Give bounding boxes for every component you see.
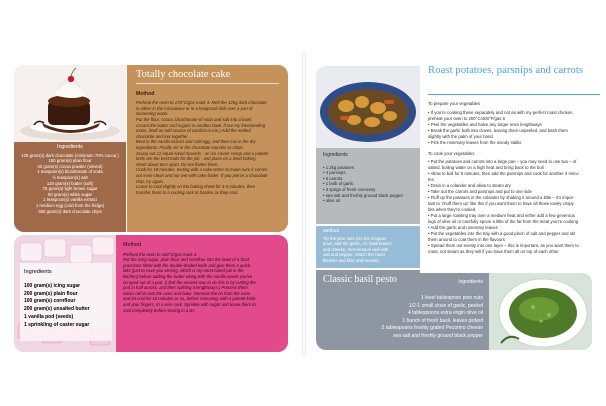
method-line: Preheat the oven to 160°C/gas mark 3.: [123, 251, 198, 257]
list-item: 100 gram(s) icing sugar: [24, 283, 81, 289]
potatoes-ingredients-heading: Ingredients: [323, 152, 348, 158]
method-line: • Put a large roasting tray over a medium heat and either add a few generous: [428, 212, 575, 218]
method-line: sheet about 6cm apart. Do not flatten them.: [136, 161, 219, 167]
method-line: blender and blitz until smooth.: [323, 257, 381, 263]
method-line: and let cool for 10 minutes or so, before removing, with a palette knife: [123, 296, 256, 302]
cake-title-divider: [136, 83, 279, 84]
roast-vegetables-photo: [316, 66, 420, 148]
prepare-heading: To prepare your vegetables: [428, 101, 481, 106]
method-line: • Put the potatoes and carrots into a large pan – you may need to use two – of: [428, 159, 577, 165]
method-line: bits when they're cooked: [428, 206, 476, 212]
list-item: 1 sprinkling of caster sugar: [24, 321, 90, 328]
cook-heading: To cook your vegetables: [428, 150, 475, 156]
method-line: chocolate and mix together.: [136, 133, 189, 139]
cake-recipe-panel: [127, 65, 288, 232]
method-line: transfer them to a cooling rack to harden as they cool.: [136, 189, 239, 195]
list-item: 1 level tablespoon pine nuts: [421, 295, 483, 301]
method-line: • Peel the vegetables and halve any larger ones lengthways: [428, 121, 542, 127]
list-item: 125 gram(s) butter (soft): [46, 180, 94, 186]
method-line: • Put the vegetables into the tray with a good pinch of salt and pepper and stir: [428, 230, 576, 236]
method-line: cool completely before storing in a tin.: [123, 307, 196, 313]
potatoes-ingredients-panel: [316, 148, 420, 224]
marshmallow-method-heading: Method: [123, 242, 141, 248]
list-item: 1 bunch of fresh basil, leaves picked: [402, 317, 483, 324]
pesto-photo: [489, 273, 592, 350]
page-fold: [302, 52, 306, 357]
list-item: • olive oil: [323, 198, 341, 204]
method-line: Leave to cool slightly on the baking sheet for 4-5 minutes, then: [136, 184, 256, 190]
method-line: bowl, add the garlic, oil, basil leaves: [323, 241, 392, 247]
method-line: simmering water.: [136, 111, 169, 117]
list-item: 200 gram(s) unsalted butter: [24, 306, 90, 313]
method-line: Tip the pine nuts into the chopper: [323, 235, 387, 241]
method-line: blitz (just to save you sieving, which is my most-hated job in the: [123, 268, 244, 274]
method-line: salt and pepper. Attach the hand: [323, 252, 385, 258]
method-line: and your fingers, to a wire rack. Sprinkle with sugar and leave them to: [123, 301, 256, 307]
pesto-title-box: [316, 270, 420, 290]
list-item: sea salt and freshly ground black pepper: [392, 332, 483, 339]
cake-ingredients-panel: [14, 142, 126, 232]
method-line: pod in half across, and then splitting it lengthways.) Process them.: [123, 285, 249, 291]
method-line: ingredients. Finally stir in the chocolate morsels or chips.: [136, 144, 244, 150]
method-line: and cheese, then season well with: [323, 246, 389, 252]
list-item: 75 gram(s) light brown sugar: [42, 186, 98, 192]
marshmallow-method-text: [123, 252, 281, 314]
list-item: • 1.2kg potatoes: [323, 164, 354, 170]
method-line: Beat in the vanilla extract and cold egg, and then mix in the dry: [136, 139, 256, 145]
method-line: • Take out the carrots and parsnips and put to one side: [428, 189, 532, 195]
method-line: processor fitted with the double-bladed knife and give them a quick: [123, 262, 251, 268]
pesto-title: Classic basil pesto: [323, 274, 397, 285]
pesto-method-box: [316, 226, 420, 268]
cake-method-text: [136, 100, 279, 195]
potatoes-method-text: [428, 99, 598, 269]
method-line: Swiss roll tin into the oven and bake. Remove the tin from the oven: [123, 290, 251, 296]
list-item: 1 teaspoon(s) bicarbonate of soda: [37, 169, 103, 175]
list-item: 1 vanilla pod (seeds): [24, 313, 74, 320]
cake-title: Totally chocolate cake: [136, 69, 231, 80]
method-line: preheat your oven to 200°C/400°F/gas 6: [428, 115, 506, 121]
list-item: • 1 bulb of garlic: [323, 181, 354, 187]
method-line: kitchen) before adding the butter along with the vanilla seeds you've: [123, 273, 253, 279]
method-line: mixer, itself an odd source of comfort to me.) Add the melted: [136, 128, 251, 134]
method-line: them around to coat them in the flavours: [428, 236, 505, 242]
list-item: 150 gram(s) plain flour: [48, 158, 92, 164]
list-item: 125 gram(s) dark chocolate (minimum 70% cocoa ): [21, 152, 119, 158]
method-line: Scoop out 12 equal-sized mounds - an ice cream scoop and a palette: [136, 150, 269, 156]
marshmallow-ingredients-box: [20, 263, 112, 341]
pesto-ingredients-heading: Ingredients: [458, 279, 483, 285]
list-item: 1 teaspoon(s) vanilla extract: [43, 197, 97, 203]
method-line: Put the flour, cocoa, bicarbonate of soda and salt into a bowl.: [136, 116, 253, 122]
method-line: slightly with the palm of your hand: [428, 133, 493, 139]
method-line: lugs of olive oil or carefully spoon a little of the fat from the meat you're cooking: [428, 218, 579, 224]
potatoes-title-divider: [428, 94, 600, 95]
method-line: in either in the microwave or in a heatproof dish over a pan of: [136, 105, 253, 111]
method-line: • Break the garlic bulb into cloves, leaving them unpeeled, and bash them: [428, 127, 568, 133]
list-item: 30 gram(s) cocoa powder (sieved): [37, 163, 103, 169]
list-item: 4 tablespoons extra virgin olive oil: [407, 310, 483, 316]
method-line: salted, boiling water on a high heat and bring back to the boil: [428, 165, 544, 171]
method-line: • Drain in a colander and allow to steam dry: [428, 183, 511, 189]
chocolate-cake-photo: [14, 65, 126, 142]
marshmallow-ingredients-heading: Ingredients: [24, 269, 52, 275]
method-line: Preheat the oven to 170°C/gas mark 3. Melt the 125g dark chocolate: [136, 100, 267, 106]
method-line: tant to 'chuff them up' like this if you want them to have all those lovely crispy: [428, 200, 574, 206]
list-item: 1 medium egg (cold from the fridge): [35, 202, 105, 208]
method-line: tes: [428, 177, 434, 183]
method-line: chip, try again.: [136, 178, 164, 184]
list-item: 100 gram(s) cornflour: [24, 298, 76, 305]
list-item: 2 tablespoons freshly grated Pecorino cheese: [381, 325, 483, 331]
potatoes-title: Roast potatoes, parsnips and carrots: [428, 64, 584, 76]
list-item: 200 gram(s) plain flour: [24, 290, 78, 297]
method-line: Put the icing sugar, plain flour and cornflour into the bowl of a food: [123, 257, 249, 263]
list-item: • 3 sprigs of fresh rosemary: [323, 186, 376, 192]
method-line: knife are the best tools for the job - and place on a lined baking: [136, 156, 256, 162]
method-line: • Spread them out evenly into one layer – this is important, as you want them to: [428, 242, 579, 248]
method-line: roast, not steam as they will if you have them all on top of each other: [428, 248, 559, 254]
method-line: Cream the butter and sugars in another bowl. If our my freestanding: [136, 122, 265, 128]
method-line: • Fluff up the potatoes in the colander by shaking it around a little – it's impor-: [428, 195, 575, 200]
list-item: 350 gram(s) dark chocolate chips: [38, 208, 102, 214]
list-item: • sea salt and freshly ground black pepper: [323, 192, 404, 198]
cake-method-heading: Method: [136, 90, 155, 97]
list-item: • 4 parsnips: [323, 170, 346, 176]
method-line: Cook for 18 minutes, testing with a cake tester to make sure it comes: [136, 167, 268, 173]
method-line: scraped out of a pod. (I find the easiest way to do this is by cutting the: [123, 279, 256, 285]
method-line: • Add the garlic and rosemary leaves: [428, 224, 498, 230]
list-item: ½ teaspoon(s) salt: [52, 174, 88, 180]
method-line: out semi-clean and not wet with cake batter. If you pierce a chocolate: [136, 172, 268, 178]
cake-ingredients-heading: Ingredients: [57, 144, 83, 150]
pesto-method-heading: Method: [323, 229, 339, 234]
method-line: • Pick the rosemary leaves from the woody stalks: [428, 139, 522, 145]
list-item: • 6 carrots: [323, 175, 343, 181]
method-line: • Allow to boil for 5 minutes, then add the parsnips and cook for another 4 minu-: [428, 171, 580, 177]
marshmallow-recipe-panel: [116, 235, 288, 352]
method-line: • If you're cooking these separately and not as with my perfect roast chicken,: [428, 109, 574, 115]
list-item: 50 gram(s) white sugar: [48, 191, 92, 197]
list-item: 1/2-1 small clove of garlic, peeled: [408, 302, 483, 309]
